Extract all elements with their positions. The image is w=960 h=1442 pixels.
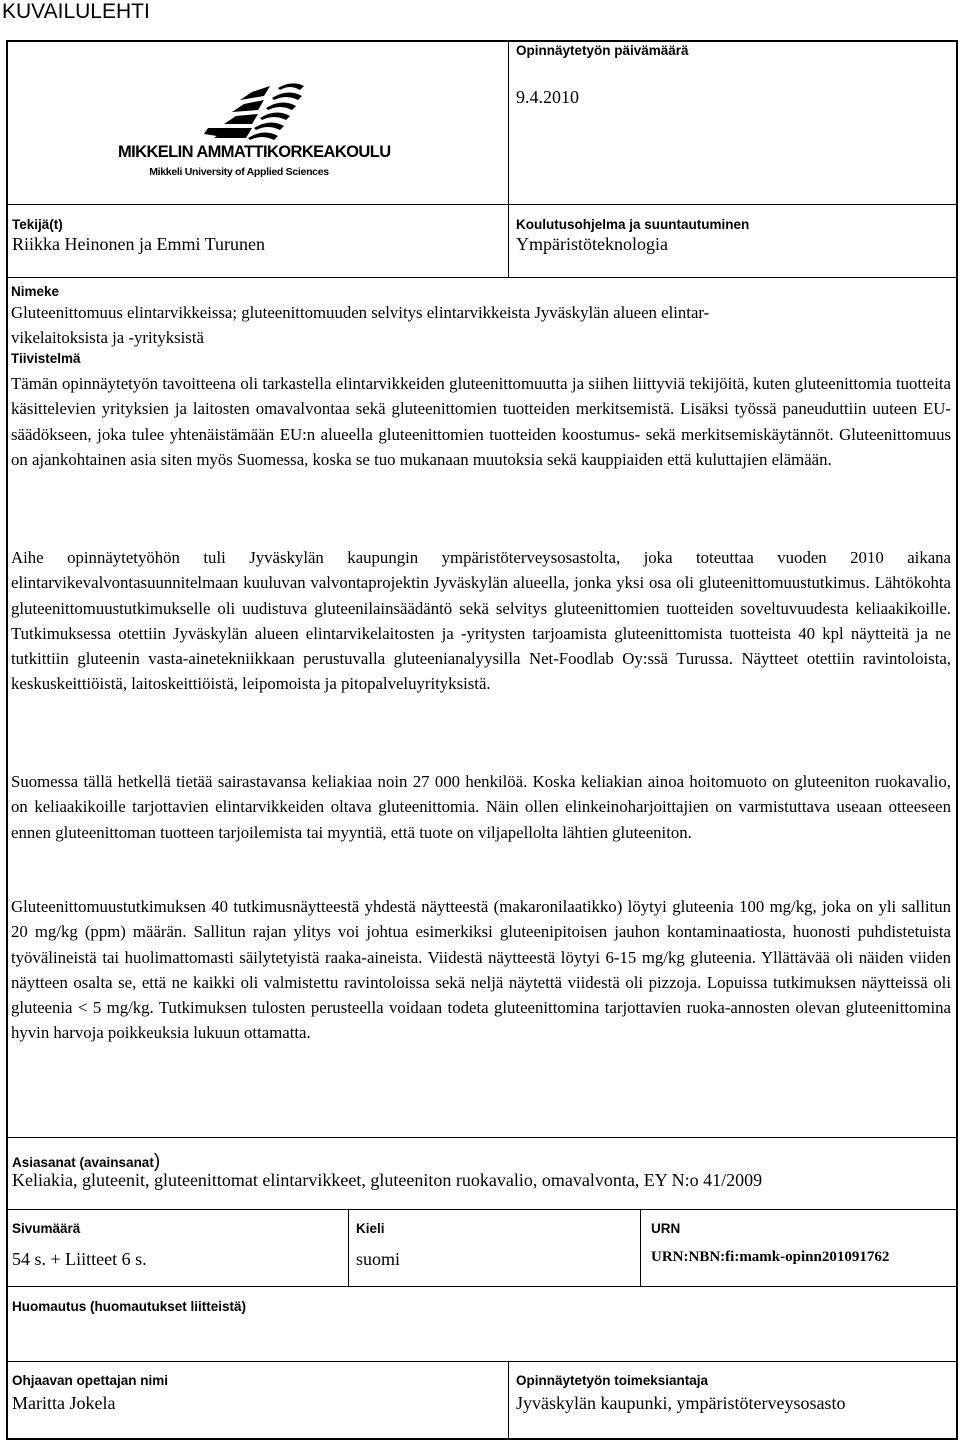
abstract-paragraph-3 (11, 769, 951, 845)
row-divider-1 (7, 204, 957, 205)
urn-label: URN (651, 1221, 681, 1236)
abstract-text-3: Suomessa tällä hetkellä tietää sairastavansa keliakiaa noin 27 000 henkilöä. Koska keliakian ainoa hoitomuoto on gluteeniton ruokavalio, on keliaakikoille tarjottavien elintarvikkeiden oltava gluteenittomia. Näin ollen elinkeinoharjoittajien on varmistuttava useaan otteeseen ennen gluteenittoman tuotteen tarjoilemista tai myyntiä, että tuote on viljapellolta lähtien gluteeniton. (11, 772, 951, 842)
authors-label: Tekijä(t) (12, 217, 63, 232)
keywords-label-paren: ) (153, 1151, 161, 1172)
row-divider-5 (7, 1286, 957, 1287)
logo-name-en: Mikkeli University of Applied Sciences (149, 166, 329, 178)
col-divider-3 (508, 1361, 509, 1439)
abstract-text-1: Tämän opinnäytetyön tavoitteena oli tarkastella elintarvikkeiden gluteenittomuutta ja siihen liittyviä tekijöitä, kuten gluteenittomia tuotteita käsittelevien yrityksien ja laitosten omavalvontaa sekä gluteenittomien tuotteiden merkitsemistä. Lisäksi työssä paneuduttiin uuteen EU-säädökseen, joka tulee yhtenäistämään EU:n alueella gluteenittomien tuotteiden koostumus- sekä merkitsemiskäytännöt. Gluteenittomuus on ajankohtainen asia siten myös Suomessa, koska se tuo mukanaan muutoksia sekä kauppiaiden että kuluttajien elämään. (11, 374, 951, 469)
pages-value: 54 s. + Liitteet 6 s. (12, 1249, 147, 1269)
thesis-title (11, 300, 951, 351)
abstract-text-2: Aihe opinnäytetyöhön tuli Jyväskylän kaupungin ympäristöterveysosastolta, joka toteuttaa vuoden 2010 aikana elintarvikevalvontasuunnitelmaan kuuluvan valvontaprojektin Jyväskylän alueella, jonka yksi osa oli gluteenittomuustutkimus. Lähtökohta gluteenittomuustutkimukselle oli uudistuva gluteenilainsäädäntö sekä selvitys gluteenittomien tuotteiden soveltuvuudesta keliaakikoille. Tutkimuksessa otettiin Jyväskylän alueen elintarvikelaitosten ja -yritysten tarjoamista gluteenittomista tuotteista 40 kpl näytteitä ja ne tutkittiin gluteenin vasta-ainetekniikkaan perustuvalla gluteenianalyysilla Net-Foodlab Oy:ssä Turussa. Näytteet otettiin ravintoloista, keskuskeittiöistä, laitoskeittiöistä, leipomoista ja pitopalveluyrityksistä. (11, 548, 951, 694)
col-divider-1 (348, 1209, 349, 1286)
supervisor-value: Maritta Jokela (12, 1393, 116, 1413)
abstract-text-4: Gluteenittomuustutkimuksen 40 tutkimusnäytteestä yhdestä näytteestä (makaronilaatikko) löytyi gluteenia 100 mg/kg, joka on yli sallitun 20 mg/kg (ppm) määrän. Sallitun rajan ylitys voi johtua esimerkiksi gluteenipitoisen jauhon kontaminaatiosta, huonosti puhdistetuista työvälineistä tai huolimattomasti säilytetyistä raaka-aineista. Viidestä näytteestä löytyi 6-15 mg/kg gluteenia. Yllättävää oli näiden viiden näytteen osalta se, että ne kaikki oli valmistettu ravintoloissa sekä neljä näytettä viidestä oli pizzoja. Lopuissa tutkimuksen näytteissä oli gluteenia < 5 mg/kg. Tutkimuksen tulosten perusteella voidaan todeta gluteenittomina tarjottavien ruoka-annosten olevan gluteenittomina hyvin harvoja poikkeuksia lukuun ottamatta. (11, 897, 951, 1043)
date-label: Opinnäytetyön päivämäärä (516, 43, 689, 58)
row-divider-3 (7, 1137, 957, 1138)
commissioner-value: Jyväskylän kaupunki, ympäristöterveysosasto (516, 1393, 846, 1413)
urn-value: URN:NBN:fi:mamk-opinn201091762 (651, 1249, 890, 1265)
row-divider-2 (7, 277, 957, 278)
title-label: Nimeke (11, 284, 60, 299)
abstract-paragraph-2 (11, 545, 951, 697)
language-label: Kieli (356, 1221, 385, 1236)
thesis-title-line-1: Gluteenittomuus elintarvikkeissa; gluteenittomuuden selvitys elintarvikkeista Jyväskylän alueen elintar- (11, 303, 710, 322)
authors-value: Riikka Heinonen ja Emmi Turunen (12, 234, 265, 254)
abstract-paragraph-1 (11, 371, 951, 472)
header-divider (508, 41, 509, 278)
pages-label: Sivumäärä (12, 1221, 81, 1236)
language-value: suomi (356, 1249, 401, 1269)
keywords-label-text: Asiasanat (avainsanat (12, 1155, 154, 1170)
date-value: 9.4.2010 (516, 87, 579, 107)
row-divider-6 (7, 1361, 957, 1362)
col-divider-2 (640, 1209, 641, 1286)
row-divider-4 (7, 1209, 957, 1210)
commissioner-label: Opinnäytetyön toimeksiantaja (516, 1373, 709, 1388)
abstract-paragraph-4 (11, 894, 951, 1046)
programme-value: Ympäristöteknologia (516, 234, 668, 254)
supervisor-label: Ohjaavan opettajan nimi (12, 1373, 169, 1388)
mamk-logo-icon (118, 78, 360, 142)
programme-label: Koulutusohjelma ja suuntautuminen (516, 217, 750, 232)
notes-label: Huomautus (huomautukset liitteistä) (12, 1299, 247, 1314)
thesis-title-line-2: vikelaitoksista ja -yrityksistä (11, 328, 204, 348)
logo-name-fi: MIKKELIN AMMATTIKORKEAKOULU (118, 143, 391, 161)
document-title: KUVAILULEHTI (2, 0, 150, 23)
school-logo (118, 78, 391, 188)
abstract-label: Tiivistelmä (11, 351, 81, 366)
keywords-value: Keliakia, gluteenit, gluteenittomat elintarvikkeet, gluteeniton ruokavalio, omavalvonta, EY N:o 41/2009 (12, 1170, 763, 1190)
